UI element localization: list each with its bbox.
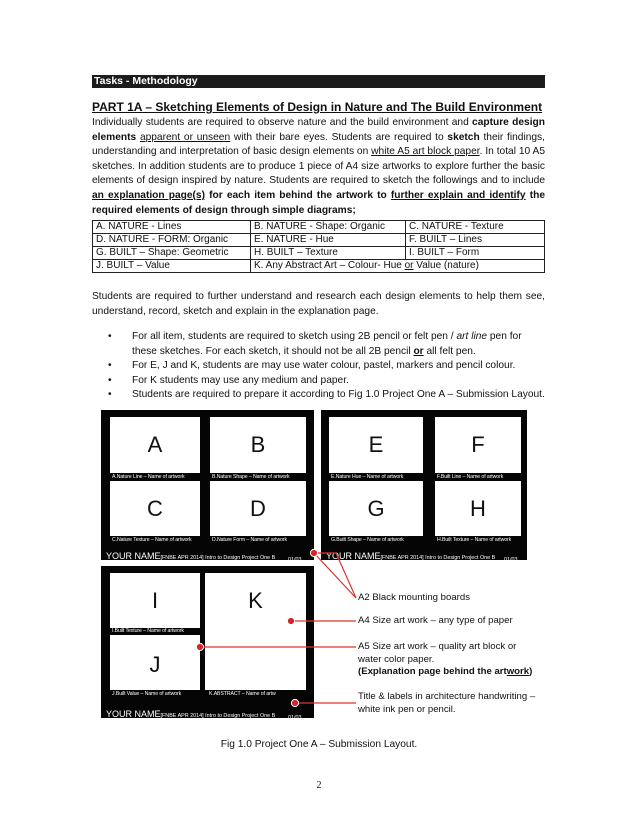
artwork-cell-c bbox=[110, 481, 200, 536]
artwork-caption: I.Built Texture – Name of artwork bbox=[112, 628, 184, 634]
artwork-cell-f bbox=[435, 417, 521, 473]
intro-bold-underline-1: an explanation page(s) bbox=[92, 189, 205, 201]
part-heading: PART 1A – Sketching Elements of Design in Nature and The Build Environment bbox=[92, 100, 543, 114]
board-footer: YOUR NAME[FNBE APR 2014] Intro to Design Project One B bbox=[106, 551, 276, 561]
artwork-letter: H bbox=[470, 496, 486, 521]
instruction-bullets bbox=[92, 330, 545, 403]
bullet-glyph: • bbox=[108, 331, 112, 342]
page-number: 2 bbox=[316, 780, 322, 791]
artwork-letter: B bbox=[250, 432, 266, 457]
list-item: • Students are required to prepare it according to Fig 1.0 Project One A – Submission Layout. bbox=[132, 388, 545, 403]
bullet-glyph: • bbox=[108, 360, 112, 372]
intro-underline-1: apparent or unseen bbox=[139, 131, 231, 143]
list-item: • For E, J and K, students are may use water colour, pastel, markers and pencil colour. bbox=[132, 359, 545, 374]
bullet-glyph: • bbox=[108, 374, 112, 386]
research-paragraph: Students are required to further understand and research each design elements to help them see, understand, record, sketch and explain in the explanation page. bbox=[92, 291, 545, 317]
board-page-number: 01/03 bbox=[288, 557, 302, 563]
callout-a4-artwork: A4 Size art work – any type of paper bbox=[358, 615, 513, 626]
intro-text-3: with their bare eyes. Students are required to bbox=[230, 131, 448, 143]
artwork-cell-g bbox=[329, 481, 423, 536]
artwork-letter: G bbox=[367, 496, 385, 521]
or-underline: or bbox=[404, 260, 414, 271]
table-cell: I. BUILT – Form bbox=[406, 247, 545, 260]
mounting-board-3 bbox=[101, 566, 314, 721]
artwork-cell-i bbox=[110, 573, 200, 628]
intro-underline-2: white A5 art block paper bbox=[371, 146, 480, 158]
artwork-cell-d bbox=[210, 481, 306, 536]
bullet-glyph: • bbox=[108, 389, 112, 401]
artwork-letter: K bbox=[248, 588, 263, 613]
artwork-caption: K.ABSTRACT – Name of artw bbox=[209, 691, 276, 697]
list-item: • For K students may use any medium and paper. bbox=[132, 374, 545, 389]
board-page-number: 01/03 bbox=[504, 557, 518, 563]
intro-bold-4: the required elements of design through simple diagrams; bbox=[92, 189, 545, 216]
artwork-letter: D bbox=[250, 496, 266, 521]
board-page-number: 01/03 bbox=[288, 715, 302, 721]
artwork-letter: F bbox=[471, 432, 485, 457]
artwork-letter: E bbox=[368, 432, 384, 457]
callout-title-labels: Title & labels in architecture handwriting – white ink pen or pencil. bbox=[358, 691, 536, 715]
table-cell: F. BUILT – Lines bbox=[406, 234, 545, 247]
table-row bbox=[93, 260, 545, 273]
board-footer: YOUR NAME[FNBE APR 2014] Intro to Design Project One B bbox=[326, 551, 496, 561]
table-cell-merged: K. Any Abstract Art – Colour- Hue or Value (nature) bbox=[251, 260, 545, 273]
artwork-caption: J.Built Value – Name of artwork bbox=[112, 691, 182, 697]
section-title-bar: Tasks - Methodology bbox=[92, 75, 545, 88]
mounting-board-1 bbox=[101, 410, 314, 563]
artwork-caption: E.Nature Hue – Name of artwork bbox=[331, 474, 404, 480]
design-elements-table bbox=[92, 220, 545, 273]
table-cell: H. BUILT – Texture bbox=[251, 247, 406, 260]
table-row bbox=[93, 221, 545, 234]
artwork-caption: A.Nature Line – Name of artwork bbox=[112, 474, 185, 480]
intro-text-5: . In total 10 A5 sketches. In addition students are to produce 1 piece of A4 size artworks to explore further the basic elements of design inspired by nature. Students are required to sketch the followings and to include bbox=[92, 146, 546, 187]
table-row bbox=[93, 247, 545, 260]
artwork-caption: G.Built Shape – Name of artwork bbox=[331, 537, 404, 543]
artwork-caption: C.Nature Texture – Name of artwork bbox=[112, 537, 192, 543]
artwork-cell-k bbox=[205, 573, 306, 690]
table-cell: J. BUILT – Value bbox=[93, 260, 251, 273]
intro-text-1: Individually students are required to observe nature and the build environment and bbox=[92, 117, 473, 128]
intro-text-4: their findings, understanding and interpretation of basic design elements on bbox=[92, 131, 545, 158]
artwork-cell-j bbox=[110, 635, 200, 690]
artwork-caption: F.Built Line – Name of artwork bbox=[437, 474, 504, 480]
list-item: • For all item, students are required to sketch using 2B pencil or felt pen / art line pen for these sketches. For each sketch, it should not be all 2B pencil or all felt pen. bbox=[108, 331, 522, 357]
artwork-caption: B.Nature Shape – Name of artwork bbox=[212, 474, 290, 480]
intro-bold-3: for each item behind the artwork to bbox=[205, 189, 391, 201]
artwork-cell-h bbox=[435, 481, 521, 536]
intro-bold-2: sketch bbox=[447, 131, 480, 143]
table-cell: C. NATURE - Texture bbox=[406, 221, 545, 234]
callout-mounting-boards: A2 Black mounting boards bbox=[358, 592, 470, 603]
callout-a5-artwork: A5 Size art work – quality art block or water color paper. (Explanation page behind the artwork) bbox=[358, 641, 533, 677]
table-row bbox=[93, 234, 545, 247]
artwork-cell-b bbox=[210, 417, 306, 473]
table-cell: B. NATURE - Shape: Organic bbox=[251, 221, 406, 234]
artwork-caption: D.Nature Form – Name of artwork bbox=[212, 537, 288, 543]
figure-caption: Fig 1.0 Project One A – Submission Layout. bbox=[220, 739, 418, 750]
artwork-cell-e bbox=[329, 417, 423, 473]
artwork-cell-a bbox=[110, 417, 200, 473]
board-footer: YOUR NAME[FNBE APR 2014] Intro to Design Project One B bbox=[106, 709, 276, 719]
artwork-letter: A bbox=[147, 432, 163, 457]
intro-bold-underline-2: further explain and identify bbox=[390, 189, 526, 201]
table-cell: G. BUILT – Shape: Geometric bbox=[93, 247, 251, 260]
art-line-italic: art line bbox=[456, 331, 488, 342]
intro-bold-1: capture design elements bbox=[92, 117, 545, 143]
artwork-letter: J bbox=[149, 652, 161, 677]
mounting-board-2 bbox=[321, 410, 527, 563]
table-cell: A. NATURE - Lines bbox=[93, 221, 251, 234]
intro-paragraph bbox=[92, 116, 545, 218]
artwork-caption: H.Built Texture – Name of artwork bbox=[437, 537, 512, 543]
or-bold-underline: or bbox=[413, 345, 424, 357]
table-cell: E. NATURE - Hue bbox=[251, 234, 406, 247]
artwork-letter: I bbox=[151, 588, 159, 613]
table-cell: D. NATURE - FORM: Organic bbox=[93, 234, 251, 247]
artwork-letter: C bbox=[147, 496, 163, 521]
